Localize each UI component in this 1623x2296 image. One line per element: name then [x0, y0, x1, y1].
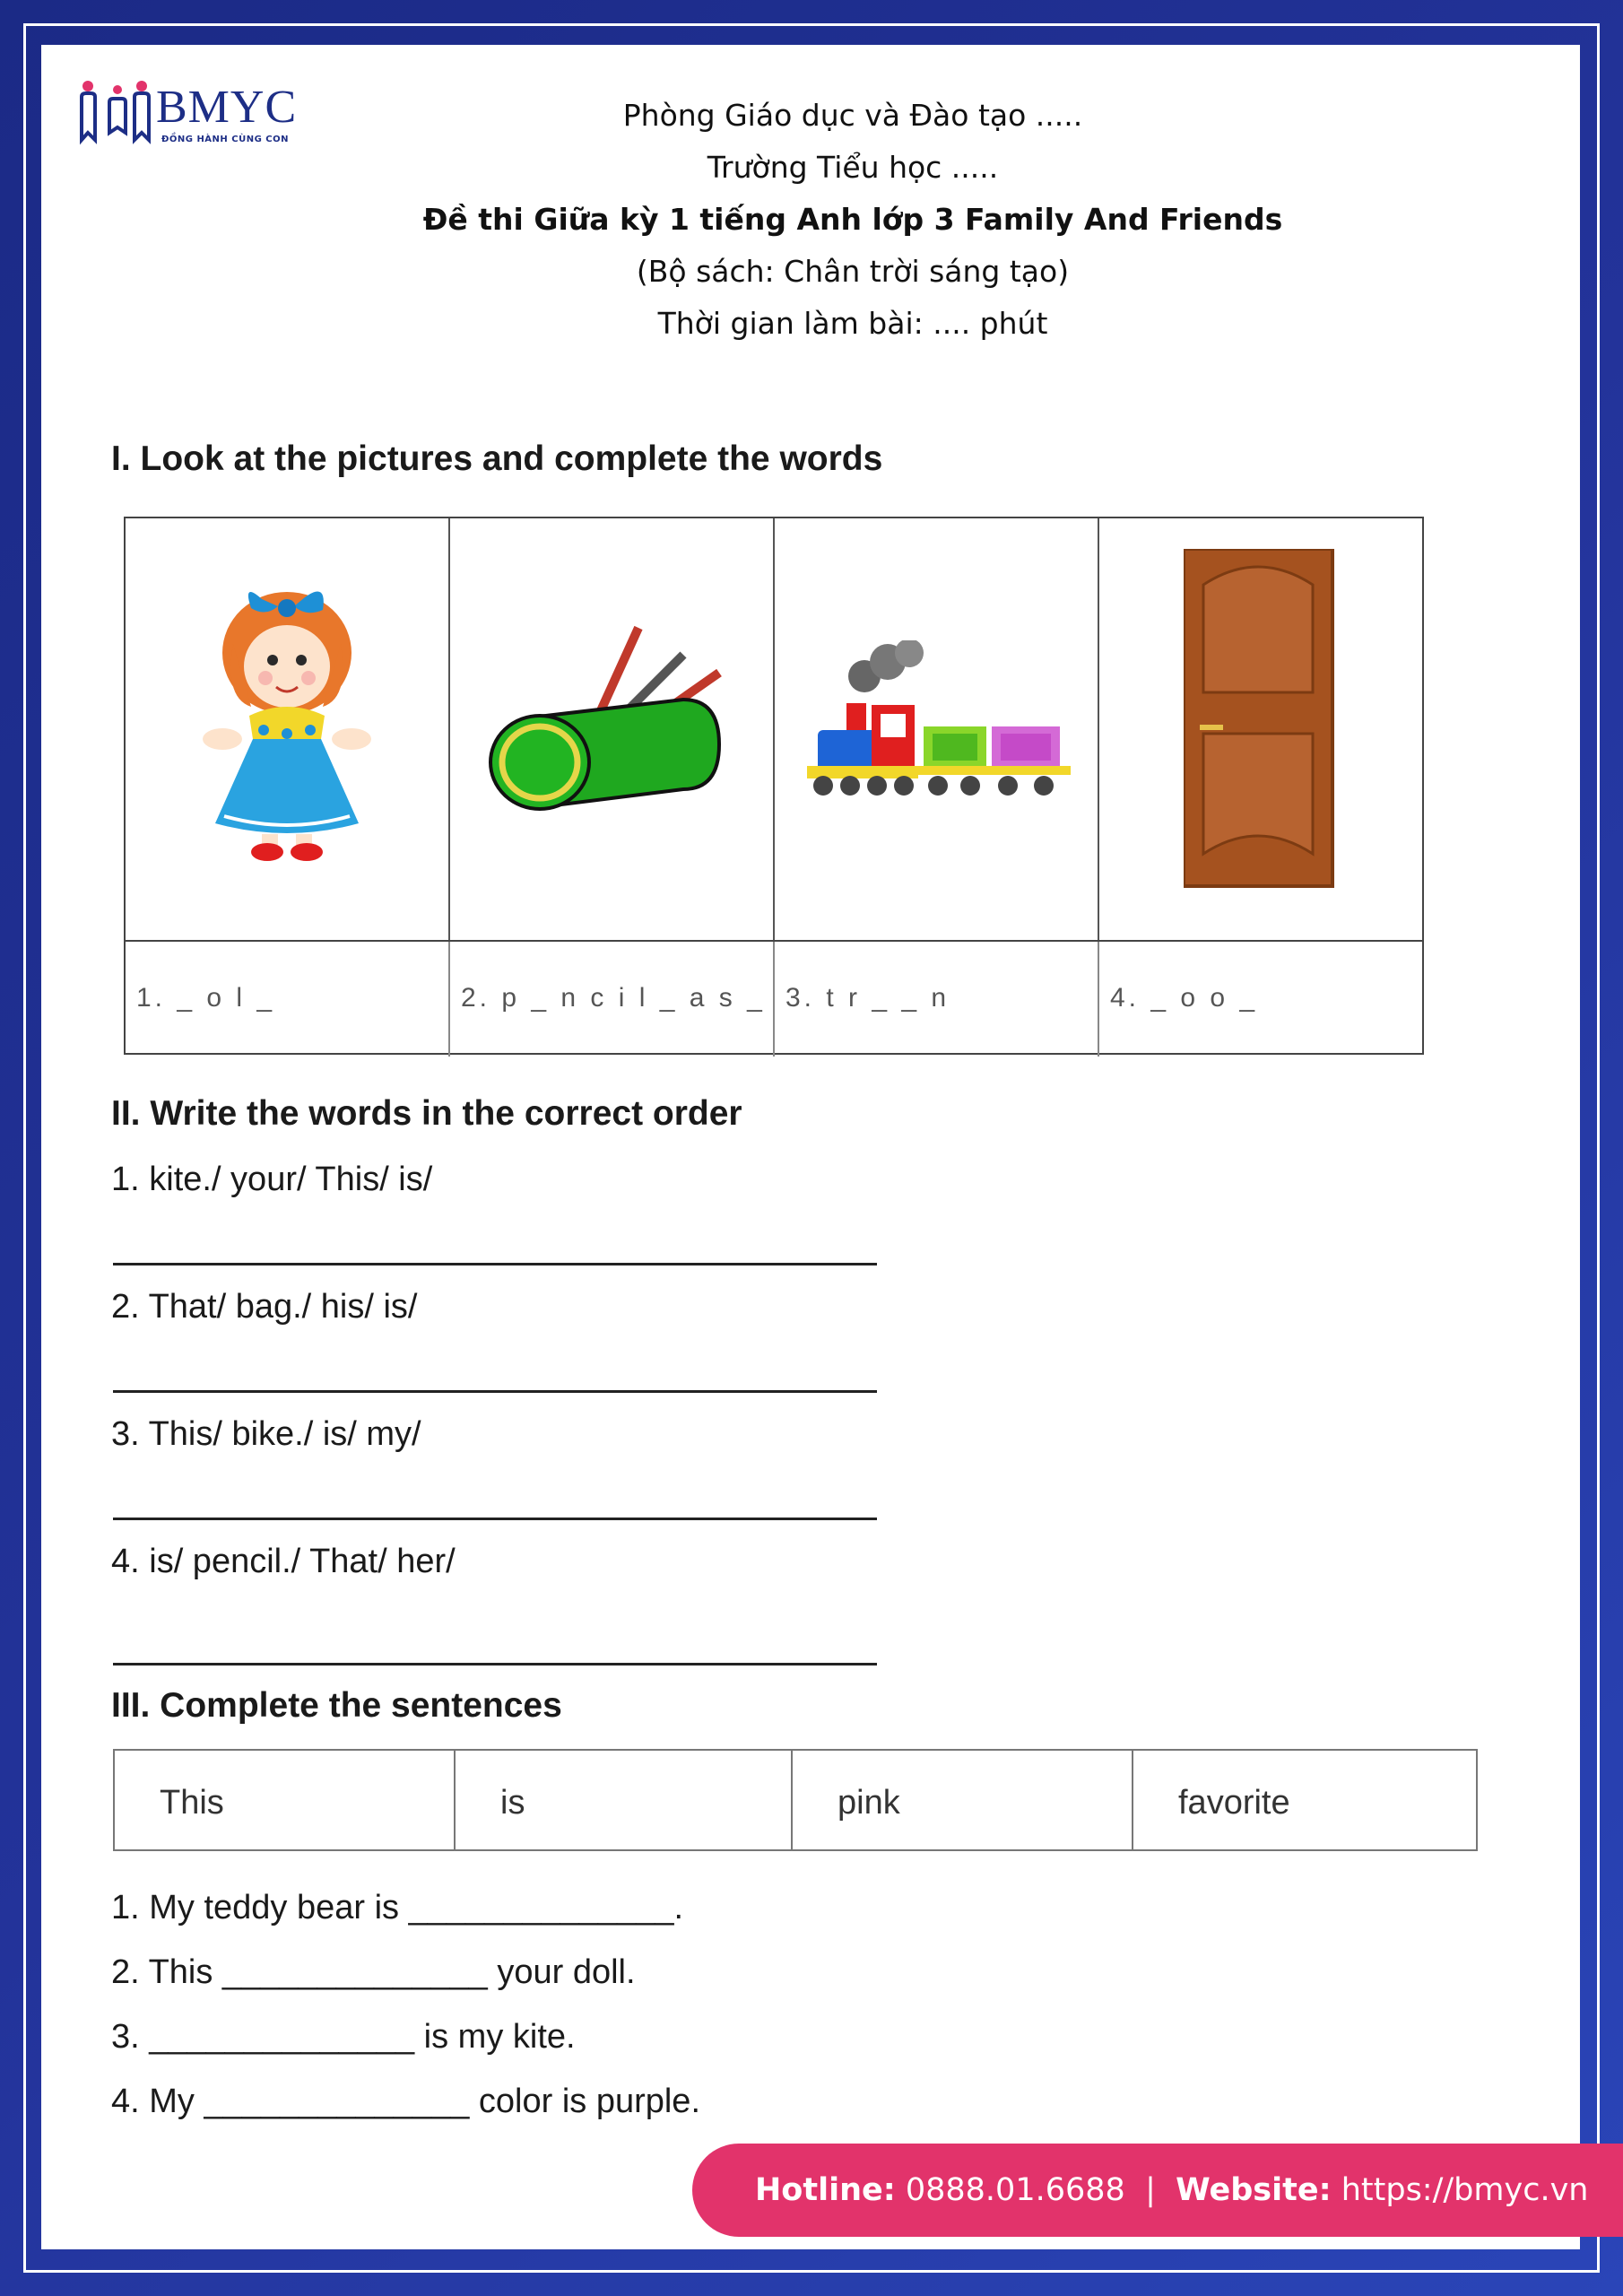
picture-cell-doll: [126, 518, 450, 940]
exam-header: [310, 90, 1395, 350]
contact-footer: [692, 2144, 1623, 2237]
worksheet-page: [41, 45, 1580, 2249]
book-series-line: (Bộ sách: Chân trời sáng tạo): [636, 254, 1070, 289]
logo-tagline: ĐỒNG HÀNH CÙNG CON: [161, 135, 289, 144]
word-row: [126, 940, 1422, 1055]
school-line: Trường Tiểu học .....: [707, 150, 999, 185]
word-prompt: 1. _ o l _: [126, 942, 450, 1057]
doll-image: [179, 581, 395, 868]
pencil-case-image: [477, 619, 746, 816]
footer-text: [755, 2144, 1588, 2237]
time-line: Thời gian làm bài: .... phút: [657, 306, 1048, 341]
picture-cell-train: [775, 518, 1099, 940]
picture-cell-door: [1099, 518, 1424, 940]
bank-word: pink: [793, 1751, 1133, 1849]
bank-word: This: [115, 1751, 456, 1849]
word-prompt: 2. p _ n c i l _ a s _: [450, 942, 775, 1057]
hotline-label: Hotline:: [755, 2172, 896, 2208]
word-bank: [113, 1749, 1478, 1851]
answer-line[interactable]: [113, 1518, 877, 1520]
hotline-number[interactable]: 0888.01.6688: [905, 2172, 1125, 2208]
footer-separator: |: [1145, 2172, 1156, 2208]
order-item: 4. is/ pencil./ That/ her/: [111, 1543, 456, 1580]
bank-word: favorite: [1178, 1784, 1290, 1822]
bank-word: is: [456, 1751, 793, 1849]
department-line: Phòng Giáo dục và Đào tạo .....: [622, 98, 1083, 133]
sentence-item: 1. My teddy bear is ______________.: [111, 1889, 684, 1926]
sentence-item: 4. My ______________ color is purple.: [111, 2083, 701, 2120]
door-image: [1184, 549, 1336, 890]
picture-table: [124, 517, 1424, 1055]
order-item: 2. That/ bag./ his/ is/: [111, 1288, 418, 1326]
order-item: 1. kite./ your/ This/ is/: [111, 1161, 433, 1198]
answer-line[interactable]: [113, 1390, 877, 1393]
exam-title: Đề thi Giữa kỳ 1 tiếng Anh lớp 3 Family And Friends: [422, 202, 1283, 237]
order-item: 3. This/ bike./ is/ my/: [111, 1415, 421, 1453]
answer-line[interactable]: [113, 1263, 877, 1265]
section-1-title: I. Look at the pictures and complete the words: [111, 439, 883, 478]
website-label: Website:: [1176, 2172, 1332, 2208]
section-3-title: III. Complete the sentences: [111, 1686, 562, 1725]
word-prompt: 4. _ o o _: [1110, 983, 1259, 1013]
sentence-item: 3. ______________ is my kite.: [111, 2018, 576, 2056]
website-link[interactable]: https://bmyc.vn: [1341, 2172, 1589, 2208]
answer-line[interactable]: [113, 1663, 877, 1665]
word-prompt: 3. t r _ _ n: [775, 942, 1099, 1057]
sentence-item: 2. This ______________ your doll.: [111, 1953, 636, 1991]
picture-cell-pencil-case: [450, 518, 775, 940]
logo-text: BMYC: [156, 82, 298, 133]
train-image: [802, 640, 1080, 802]
section-2-title: II. Write the words in the correct order: [111, 1094, 742, 1133]
